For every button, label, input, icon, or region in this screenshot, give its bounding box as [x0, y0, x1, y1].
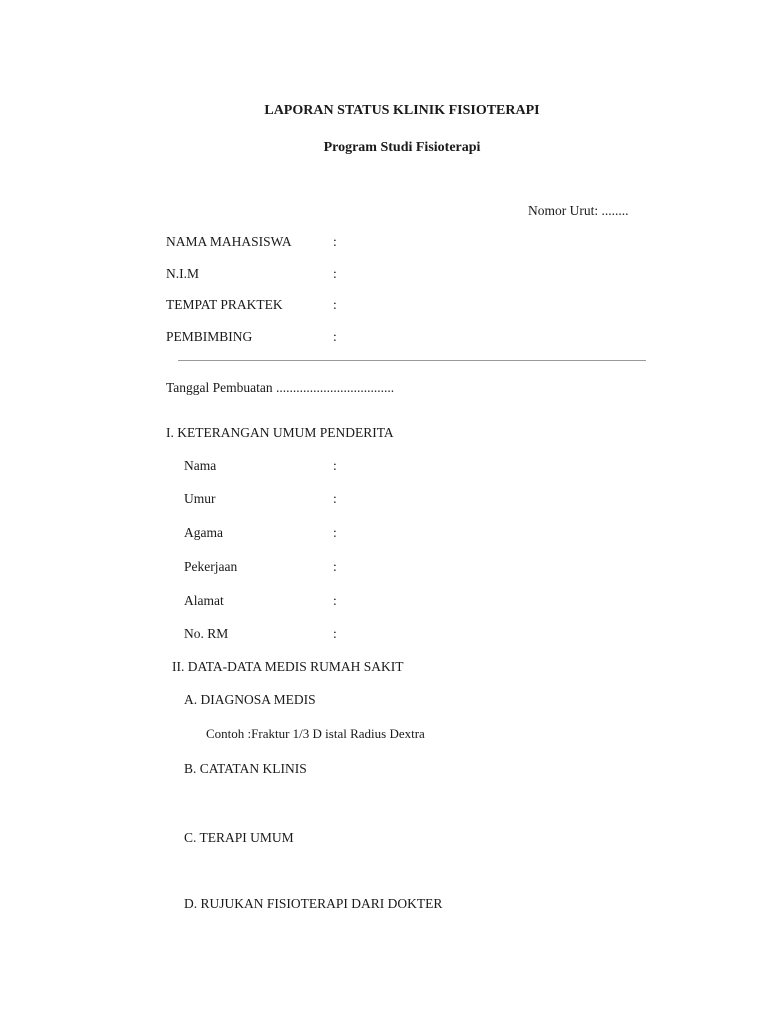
patient-field-label-pekerjaan: Pekerjaan [184, 559, 238, 574]
subsection-heading-terapi-umum: C. TERAPI UMUM [184, 830, 294, 845]
nomor-urut: Nomor Urut: ........ [528, 203, 629, 218]
subsection-heading-diagnosa-medis: A. DIAGNOSA MEDIS [184, 692, 316, 707]
field-colon: : [333, 491, 337, 506]
field-colon: : [333, 559, 337, 574]
patient-field-label-agama: Agama [184, 525, 223, 540]
field-label-pembimbing: PEMBIMBING [166, 329, 253, 344]
field-colon: : [333, 593, 337, 608]
field-label-tempat-praktek: TEMPAT PRAKTEK [166, 297, 283, 312]
field-colon: : [333, 458, 337, 473]
diagnosa-example-text: Contoh :Fraktur 1/3 D istal Radius Dextra [206, 726, 425, 741]
subsection-heading-catatan-klinis: B. CATATAN KLINIS [184, 761, 307, 776]
subsection-heading-rujukan-fisioterapi: D. RUJUKAN FISIOTERAPI DARI DOKTER [184, 896, 443, 911]
document-title: LAPORAN STATUS KLINIK FISIOTERAPI [264, 103, 540, 118]
section-heading-data-medis: II. DATA-DATA MEDIS RUMAH SAKIT [172, 659, 404, 674]
field-label-nama-mahasiswa: NAMA MAHASISWA [166, 234, 292, 249]
field-colon: : [333, 266, 337, 281]
field-colon: : [333, 297, 337, 312]
field-colon: : [333, 329, 337, 344]
patient-field-label-alamat: Alamat [184, 593, 224, 608]
tanggal-pembuatan: Tanggal Pembuatan ................................... [166, 380, 395, 395]
patient-field-label-umur: Umur [184, 491, 216, 506]
section-heading-keterangan-umum: I. KETERANGAN UMUM PENDERITA [166, 425, 394, 440]
field-colon: : [333, 525, 337, 540]
patient-field-label-nama: Nama [184, 458, 217, 473]
field-colon: : [333, 626, 337, 641]
patient-field-label-no-rm: No. RM [184, 626, 229, 641]
field-colon: : [333, 234, 337, 249]
field-label-nim: N.I.M [166, 266, 199, 281]
divider-line [178, 360, 646, 361]
document-subtitle: Program Studi Fisioterapi [323, 140, 481, 155]
